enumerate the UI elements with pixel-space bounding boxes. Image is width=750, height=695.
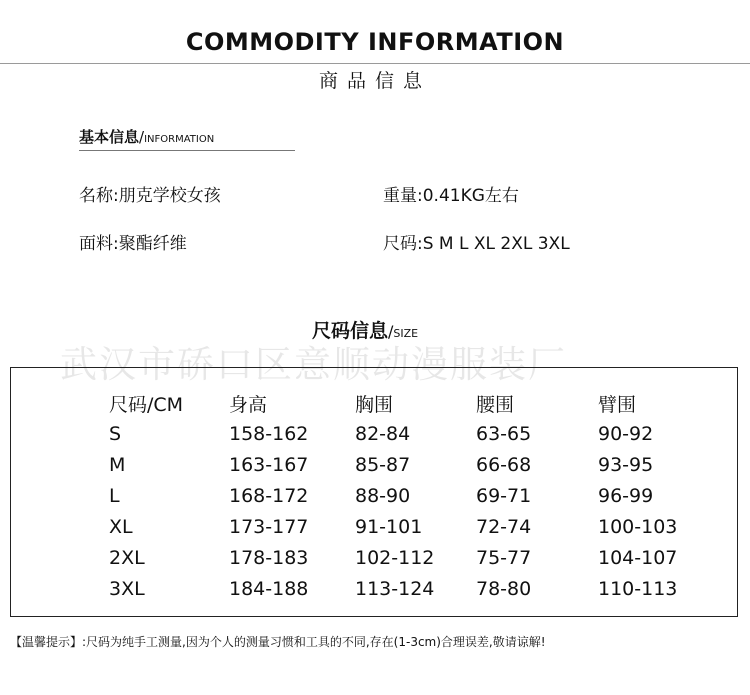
- table-cell: 88-90: [355, 485, 411, 507]
- size-info-label-zh: 尺码信息: [312, 320, 389, 342]
- table-header-arm: 臂围: [598, 394, 637, 416]
- table-cell: 66-68: [476, 454, 532, 476]
- info-weight-key: 重量:: [383, 186, 423, 206]
- title-divider: [0, 63, 750, 64]
- measurement-note: 【温馨提示】:尺码为纯手工测量,因为个人的测量习惯和工具的不同,存在(1-3cm)合理误差,敬请谅解!: [10, 635, 546, 649]
- table-cell: S: [109, 423, 122, 445]
- table-cell: 173-177: [229, 516, 309, 538]
- basic-info-label-zh: 基本信息: [79, 128, 140, 146]
- table-cell: 75-77: [476, 547, 532, 569]
- basic-info-heading: [79, 126, 214, 147]
- table-cell: 163-167: [229, 454, 309, 476]
- info-sizes-value: S M L XL 2XL 3XL: [422, 234, 570, 254]
- info-fabric-key: 面料:: [79, 234, 119, 254]
- size-info-label-en: SIZE: [393, 327, 419, 340]
- info-weight-value: 0.41KG左右: [422, 186, 519, 206]
- basic-info-separator: /: [139, 128, 145, 146]
- table-cell: 78-80: [476, 578, 532, 600]
- page-subtitle: 商品信息: [318, 70, 431, 92]
- table-cell: 63-65: [476, 423, 532, 445]
- table-cell: M: [109, 454, 126, 476]
- info-weight: [383, 181, 519, 206]
- table-cell: 158-162: [229, 423, 309, 445]
- table-cell: 104-107: [598, 547, 678, 569]
- info-name: [79, 181, 221, 206]
- basic-info-label-en: INFORMATION: [144, 134, 215, 145]
- watermark: 武汉市硚口区意顺动漫服装厂: [60, 343, 567, 386]
- page-title: COMMODITY INFORMATION: [185, 28, 565, 56]
- table-cell: 102-112: [355, 547, 435, 569]
- table-cell: 168-172: [229, 485, 309, 507]
- size-info-separator: /: [388, 322, 394, 341]
- size-table: [10, 367, 738, 617]
- basic-info-divider: [79, 150, 295, 151]
- table-cell: 72-74: [476, 516, 532, 538]
- info-name-key: 名称:: [79, 186, 119, 206]
- table-header-size: 尺码/CM: [109, 394, 184, 416]
- table-cell: 69-71: [476, 485, 532, 507]
- table-cell: 100-103: [598, 516, 678, 538]
- table-cell: 85-87: [355, 454, 411, 476]
- table-cell: 93-95: [598, 454, 654, 476]
- table-header-waist: 腰围: [476, 394, 515, 416]
- table-cell: 90-92: [598, 423, 654, 445]
- info-fabric: [79, 229, 187, 254]
- info-fabric-value: 聚酯纤维: [118, 234, 187, 254]
- info-name-value: 朋克学校女孩: [118, 186, 221, 206]
- table-cell: 178-183: [229, 547, 309, 569]
- table-cell: 91-101: [355, 516, 423, 538]
- info-sizes: [383, 229, 570, 254]
- table-cell: 113-124: [355, 578, 435, 600]
- table-cell: 184-188: [229, 578, 309, 600]
- table-cell: 3XL: [109, 578, 145, 600]
- table-cell: L: [109, 485, 120, 507]
- table-header-chest: 胸围: [355, 394, 394, 416]
- info-sizes-key: 尺码:: [383, 234, 423, 254]
- table-cell: 82-84: [355, 423, 411, 445]
- table-header-height: 身高: [229, 394, 268, 416]
- table-cell: 96-99: [598, 485, 654, 507]
- table-cell: XL: [109, 516, 133, 538]
- table-cell: 2XL: [109, 547, 145, 569]
- table-cell: 110-113: [598, 578, 678, 600]
